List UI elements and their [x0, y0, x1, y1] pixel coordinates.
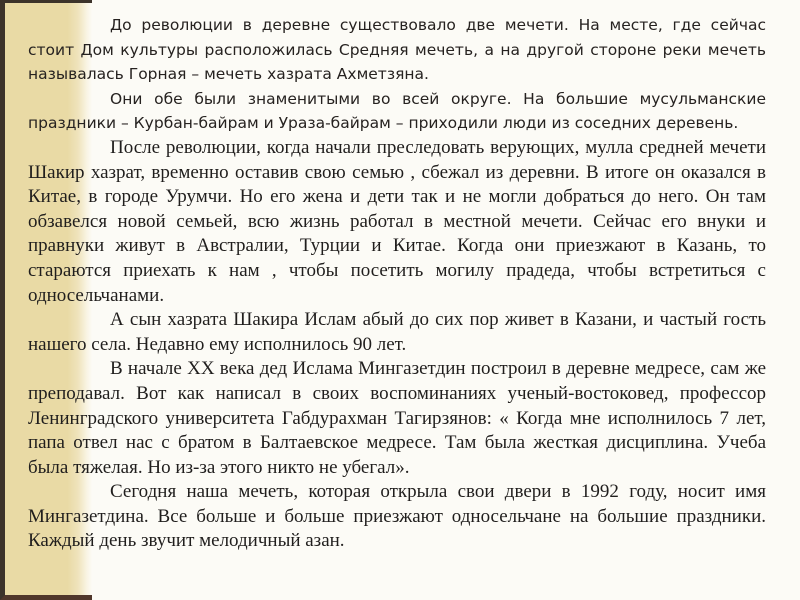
paragraph-mosques-before-revolution: До революции в деревне существовало две мечети. На месте, где сейчас стоит Дом культуры расположилась Средняя мечеть, а на другой стороне реки мечеть называлась Горная – мечеть хазрата Ахметзяна. — [28, 16, 766, 84]
paragraph-madrasah-history: В начале XX века дед Ислама Мингазетдин построил в деревне медресе, сам же преподавал. Вот как написал в своих воспоминаниях ученый-востоковед, профессор Ленинградского университета Габдурахман Тагирзянов: « Когда мне исполнилось 7 лет, папа отвел нас с братом в Балтаевское медресе. Там была жесткая дисциплина. Учеба была тяжелая. Но из-за этого никто не убегал». — [28, 358, 766, 478]
paragraph-son-islam-abyi: А сын хазрата Шакира Ислам абый до сих пор живет в Казани, и частый гость нашего села. Недавно ему исполнилось 90 лет. — [28, 309, 766, 355]
paragraph-after-revolution: После революции, когда начали преследовать верующих, мулла средней мечети Шакир хазрат, временно оставив свою семью , сбежал из деревни. В итоге он оказался в Китае, в городе Урумчи. Но его жена и дети так и не могли добраться до него. Он там обзавелся новой семьей, всю жизнь работал в местной мечети. Сейчас его внуки и правнуки живут в Австралии, Турции и Китае. Когда они приезжают в Казань, то стараются приехать к нам , чтобы посетить могилу прадеда, чтобы встретиться с односельчанами. — [28, 136, 766, 306]
text-body — [28, 13, 766, 554]
paragraph-famous-holidays: Они обе были знаменитыми во всей округе. На большие мусульманские праздники – Курбан-байрам и Ураза-байрам – приходили люди из соседних деревень. — [28, 89, 766, 133]
paragraph-mosque-today: Сегодня наша мечеть, которая открыла свои двери в 1992 году, носит имя Мингазетдина. Все больше и больше приезжают односельчане на большие праздники. Каждый день звучит мелодичный азан. — [28, 481, 766, 552]
